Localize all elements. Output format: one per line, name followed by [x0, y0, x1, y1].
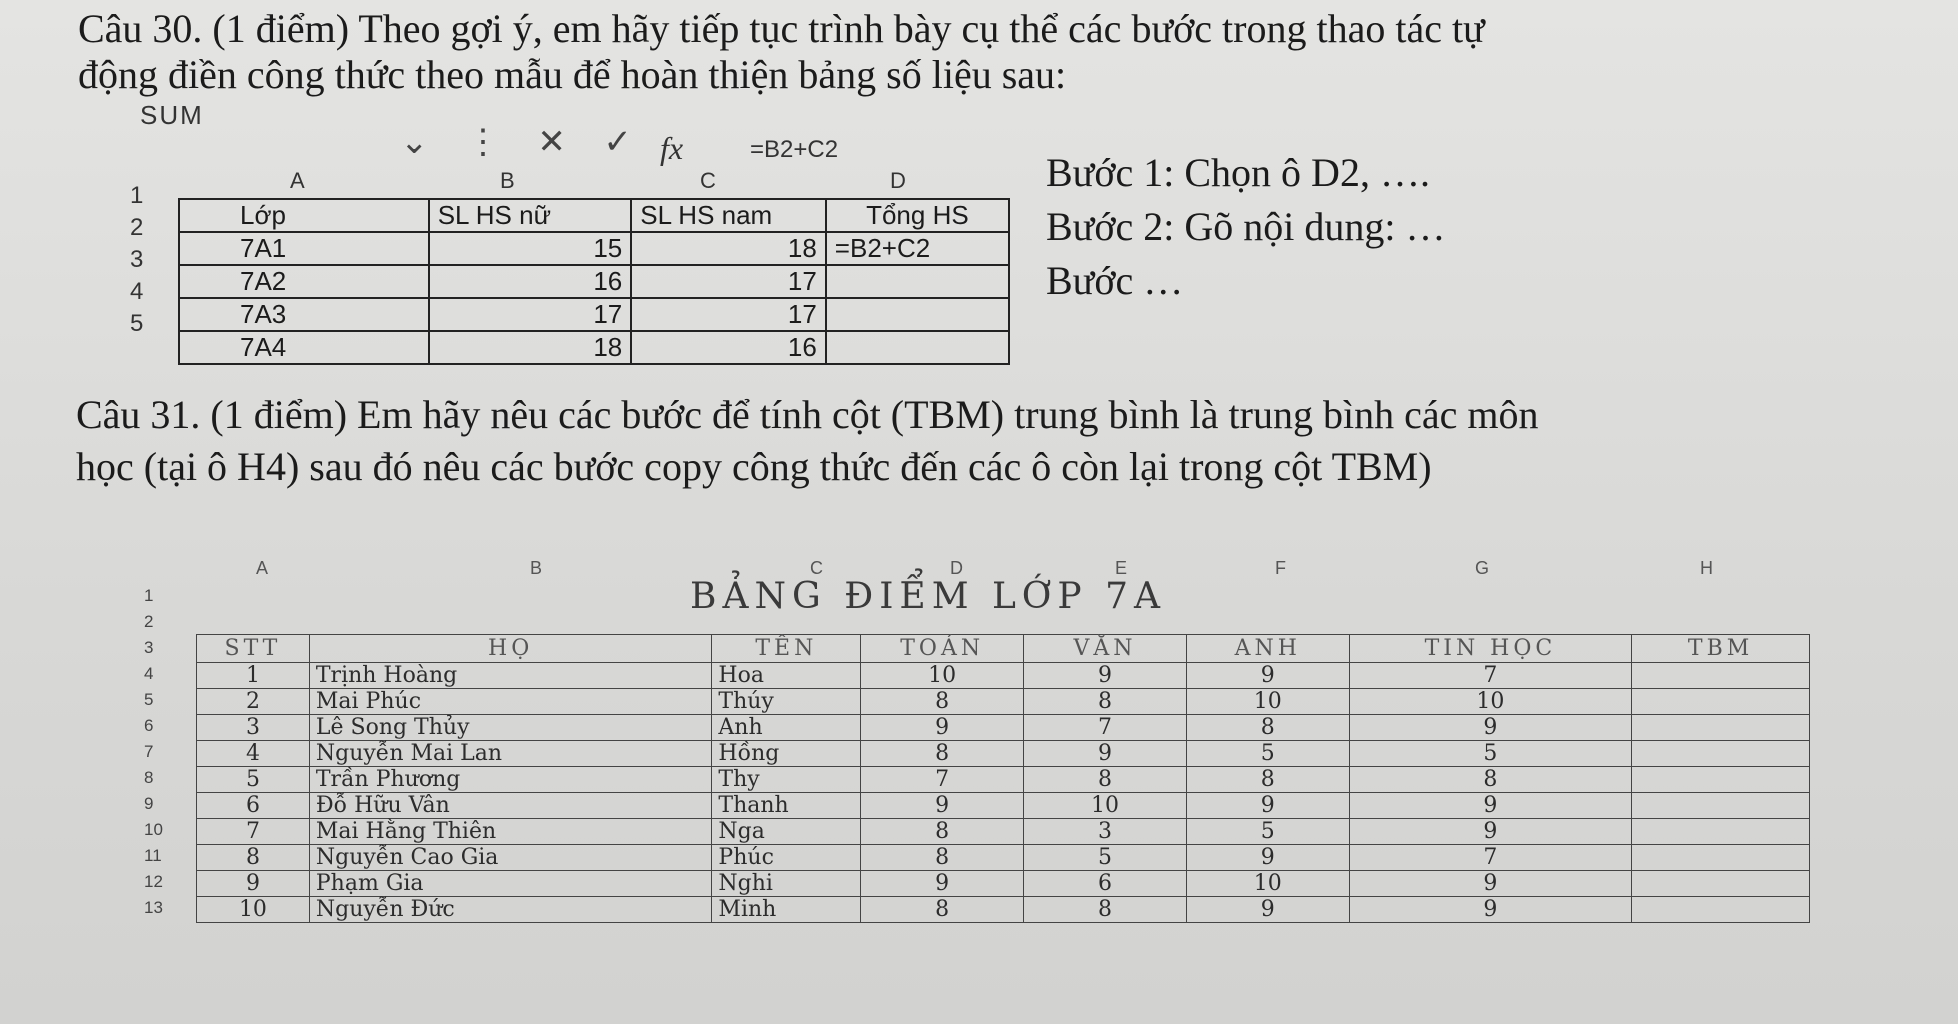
- table-cell: [1632, 689, 1810, 715]
- col-header-f: F: [1275, 558, 1286, 578]
- row-header-1: 1: [130, 182, 144, 209]
- table-header-cell: SL HS nam: [631, 199, 826, 232]
- table-cell: 16: [429, 265, 632, 298]
- table-header-cell: TÊN: [712, 635, 861, 663]
- row-header-1: 1: [144, 586, 154, 605]
- col-header-c: C: [700, 168, 716, 193]
- table-cell: Nga: [712, 819, 861, 845]
- row-header-9: 9: [144, 794, 154, 813]
- row-header-5: 5: [144, 690, 154, 709]
- table-cell: Đỗ Hữu Vân: [309, 793, 712, 819]
- row-header-5: 5: [130, 310, 144, 337]
- question-30-line2: động điền công thức theo mẫu để hoàn thiện bảng số liệu sau:: [78, 52, 1067, 97]
- table-cell: 3: [1024, 819, 1187, 845]
- row-header-13: 13: [144, 898, 163, 917]
- table-cell: 10: [1349, 689, 1632, 715]
- col-header-a: A: [290, 168, 305, 193]
- table-cell: 1: [197, 663, 310, 689]
- col-header-d: D: [950, 558, 963, 578]
- table-row: [179, 199, 1009, 232]
- table-cell: [1632, 819, 1810, 845]
- table-row: [197, 663, 1810, 689]
- table-cell: 15: [429, 232, 632, 265]
- table-cell: 7: [1349, 845, 1632, 871]
- step-2: Bước 2: Gõ nội dung: …: [1046, 204, 1446, 249]
- table-cell: Nguyễn Đức: [309, 897, 712, 923]
- row-header-8: 8: [144, 768, 154, 787]
- formula-bar-icons: [400, 122, 660, 162]
- table-cell: Minh: [712, 897, 861, 923]
- col-header-e: E: [1115, 558, 1128, 578]
- more-vertical-icon: ⋮: [465, 123, 500, 161]
- table-cell: 9: [197, 871, 310, 897]
- col-header-d: D: [890, 168, 906, 193]
- table-cell: 5: [1186, 741, 1349, 767]
- row-header-4: 4: [144, 664, 154, 683]
- table-cell: 9: [1186, 793, 1349, 819]
- table-cell: 18: [631, 232, 826, 265]
- table-cell: 9: [1349, 793, 1632, 819]
- table-cell: 5: [1186, 819, 1349, 845]
- row-header-2: 2: [144, 612, 154, 631]
- table-cell: 16: [631, 331, 826, 364]
- formula-bar: [140, 96, 1040, 166]
- table-cell: 9: [1186, 897, 1349, 923]
- table-cell: [1632, 871, 1810, 897]
- table-cell: 5: [197, 767, 310, 793]
- name-box: SUM: [140, 100, 204, 130]
- step-3: Bước …: [1046, 258, 1184, 303]
- class-count-table: [178, 198, 1010, 365]
- table-cell: 17: [631, 265, 826, 298]
- table-cell: 7A1: [179, 232, 429, 265]
- col-header-c: C: [810, 558, 823, 578]
- col-header-b: B: [530, 558, 543, 578]
- table-cell: 9: [1349, 819, 1632, 845]
- table-cell: Trịnh Hoàng: [309, 663, 712, 689]
- table-cell: Phạm Gia: [309, 871, 712, 897]
- table-row: [197, 741, 1810, 767]
- table-cell: [1632, 741, 1810, 767]
- table-row: [197, 819, 1810, 845]
- table-cell: 8: [861, 845, 1024, 871]
- table-cell: 17: [631, 298, 826, 331]
- table-header-cell: VĂN: [1024, 635, 1187, 663]
- grade-table-title: BẢNG ĐIỂM LỚP 7A: [690, 576, 1167, 617]
- table-cell: Hoa: [712, 663, 861, 689]
- table-cell: Thanh: [712, 793, 861, 819]
- question-31-line2: học (tại ô H4) sau đó nêu các bước copy công thức đến các ô còn lại trong cột TBM): [76, 444, 1432, 489]
- table-cell: 7: [861, 767, 1024, 793]
- table-cell: 9: [1349, 715, 1632, 741]
- table-cell: 10: [1186, 871, 1349, 897]
- table-cell: 7A2: [179, 265, 429, 298]
- table-cell: 8: [1024, 767, 1187, 793]
- table-cell: 8: [861, 897, 1024, 923]
- table-cell: 8: [197, 845, 310, 871]
- table-cell: [826, 265, 1009, 298]
- table-cell: 9: [1186, 845, 1349, 871]
- col-header-b: B: [500, 168, 515, 193]
- table-cell: 10: [197, 897, 310, 923]
- grade-table: [196, 634, 1810, 923]
- table-row: [197, 897, 1810, 923]
- table-cell: 5: [1349, 741, 1632, 767]
- table-cell: 10: [861, 663, 1024, 689]
- table-cell: 9: [861, 715, 1024, 741]
- table-cell: Anh: [712, 715, 861, 741]
- col-header-a: A: [256, 558, 269, 578]
- table-header-cell: Tổng HS: [826, 199, 1009, 232]
- row-header-2: 2: [130, 214, 144, 241]
- row-header-7: 7: [144, 742, 154, 761]
- col-header-h: H: [1700, 558, 1713, 578]
- table-row: [179, 232, 1009, 265]
- table-cell: 8: [861, 819, 1024, 845]
- table-cell: Nguyễn Cao Gia: [309, 845, 712, 871]
- row-header-3: 3: [130, 246, 144, 273]
- question-30-line1: Câu 30. (1 điểm) Theo gợi ý, em hãy tiếp tục trình bày cụ thể các bước trong thao tác tự: [78, 6, 1485, 51]
- table-cell: Lê Song Thủy: [309, 715, 712, 741]
- table-row: [179, 298, 1009, 331]
- active-cell-d2: =B2+C2: [826, 232, 1009, 265]
- table-cell: 9: [861, 871, 1024, 897]
- table-cell: 8: [1186, 767, 1349, 793]
- table-cell: 8: [1186, 715, 1349, 741]
- table-cell: 8: [861, 741, 1024, 767]
- table-cell: 9: [1349, 897, 1632, 923]
- table-row: [197, 871, 1810, 897]
- table-cell: 8: [1349, 767, 1632, 793]
- row-header-11: 11: [144, 846, 162, 865]
- table-cell: [1632, 845, 1810, 871]
- table-row: [197, 715, 1810, 741]
- table-header-cell: HỌ: [309, 635, 712, 663]
- table-cell: 6: [1024, 871, 1187, 897]
- table-cell: [1632, 767, 1810, 793]
- table-row: [197, 845, 1810, 871]
- step-1: Bước 1: Chọn ô D2, ….: [1046, 150, 1430, 195]
- table-cell: [826, 298, 1009, 331]
- formula-text: =B2+C2: [750, 136, 839, 163]
- table-cell: [1632, 793, 1810, 819]
- table-header-cell: TIN HỌC: [1349, 635, 1632, 663]
- table-cell: Nguyễn Mai Lan: [309, 741, 712, 767]
- tbm-cell-h4: [1632, 663, 1810, 689]
- table-row: [179, 331, 1009, 364]
- table-cell: 9: [861, 793, 1024, 819]
- table-cell: 7: [1024, 715, 1187, 741]
- cancel-icon: ✕: [537, 123, 566, 161]
- table-cell: 7A3: [179, 298, 429, 331]
- table-cell: 9: [1186, 663, 1349, 689]
- table-cell: 8: [1024, 897, 1187, 923]
- table-cell: Nghi: [712, 871, 861, 897]
- table-cell: 3: [197, 715, 310, 741]
- table-cell: 9: [1024, 741, 1187, 767]
- table-cell: 8: [1024, 689, 1187, 715]
- row-header-10: 10: [144, 820, 163, 839]
- table-cell: 18: [429, 331, 632, 364]
- table-row: [197, 793, 1810, 819]
- table-cell: 2: [197, 689, 310, 715]
- table-header-cell: Lớp: [179, 199, 429, 232]
- table-cell: 10: [1186, 689, 1349, 715]
- table-row: [179, 265, 1009, 298]
- table-cell: 9: [1024, 663, 1187, 689]
- table-cell: Mai Phúc: [309, 689, 712, 715]
- check-icon: ✓: [603, 123, 632, 161]
- table-cell: Mai Hằng Thiên: [309, 819, 712, 845]
- table-cell: [826, 331, 1009, 364]
- table-cell: [1632, 715, 1810, 741]
- table-cell: Thúy: [712, 689, 861, 715]
- table-cell: [1632, 897, 1810, 923]
- table-header-cell: STT: [197, 635, 310, 663]
- spreadsheet-grades: [130, 550, 1810, 950]
- table-header-cell: TOÁN: [861, 635, 1024, 663]
- table-cell: 7A4: [179, 331, 429, 364]
- table-header-cell: ANH: [1186, 635, 1349, 663]
- table-cell: Hồng: [712, 741, 861, 767]
- col-header-g: G: [1475, 558, 1490, 578]
- table-cell: Thy: [712, 767, 861, 793]
- fx-icon: fx: [660, 130, 684, 166]
- table-header-cell: SL HS nữ: [429, 199, 632, 232]
- table-cell: 17: [429, 298, 632, 331]
- table-cell: 4: [197, 741, 310, 767]
- table-cell: 7: [197, 819, 310, 845]
- table-cell: 5: [1024, 845, 1187, 871]
- table-row: [197, 767, 1810, 793]
- table-cell: 10: [1024, 793, 1187, 819]
- row-header-6: 6: [144, 716, 154, 735]
- table-header-row: [197, 635, 1810, 663]
- row-header-4: 4: [130, 278, 144, 305]
- table-cell: Phúc: [712, 845, 861, 871]
- table-cell: 6: [197, 793, 310, 819]
- chevron-down-icon: ⌄: [400, 123, 429, 161]
- table-cell: 7: [1349, 663, 1632, 689]
- table-cell: 8: [861, 689, 1024, 715]
- table-cell: Trần Phương: [309, 767, 712, 793]
- steps-list: [1046, 146, 1446, 308]
- table-cell: 9: [1349, 871, 1632, 897]
- row-header-3: 3: [144, 638, 154, 657]
- row-header-12: 12: [144, 872, 163, 891]
- question-31-line1: Câu 31. (1 điểm) Em hãy nêu các bước để tính cột (TBM) trung bình là trung bình các môn: [76, 392, 1539, 437]
- table-row: [197, 689, 1810, 715]
- table-header-cell: TBM: [1632, 635, 1810, 663]
